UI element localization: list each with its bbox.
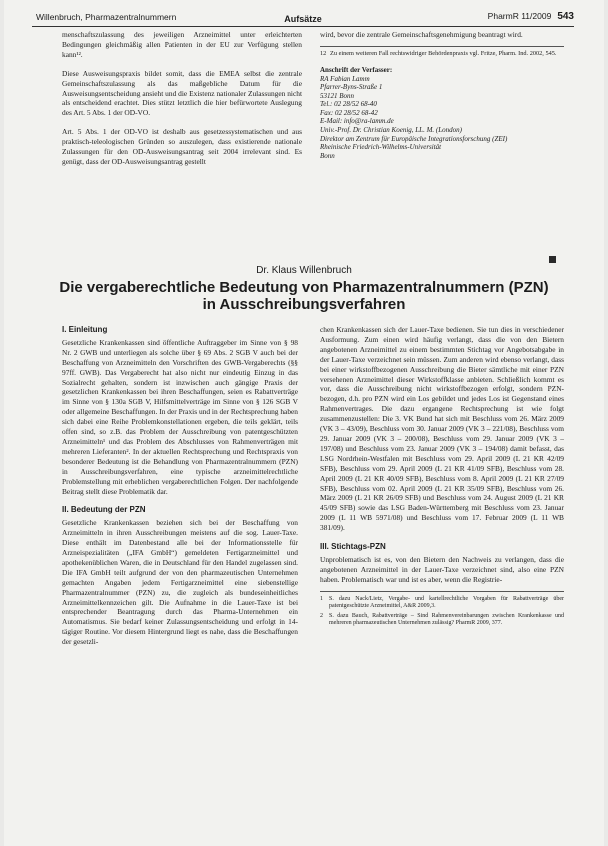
running-header (32, 8, 574, 26)
footnote (320, 596, 564, 611)
section-heading: II. Bedeutung der PZN (62, 505, 146, 515)
section-heading: I. Einleitung (62, 325, 108, 334)
section-label: Aufsätze (284, 14, 322, 24)
footnote (320, 613, 564, 628)
address-line: Pfarrer-Byns-Straße 1 (320, 83, 383, 92)
address-line: RA Fabian Lamm (320, 74, 370, 83)
paragraph: chen Krankenkassen sich der Lauer-Taxe bedienen. Sie tun dies in verschiedener Ausformung. Zum einen wird häufig verlangt, dass die von den Bietern angebotenen Arzneimittel zu einem bestimmten Stichtag vor Angebotsabgabe in der Lauer-Taxe verzeichnet sein müssen. Zum anderen wird ebenso verlangt, dass bei einer wirkstoffbezogenen Ausschreibung die Bieter sämtliche mit einer PZN versehenen Arzneimittel dieser Wirkstoffklasse anbieten. Schließlich kommt es vor, dass die Ausschreibung nicht wirkstoffbezogen erfolgt, sondern PZN-bezogen, d.h. pro PZN wird ein Los gebildet und jedes Los ist Gegenstand eines Rahmenvertrages. Die dazu ergangene Rechtsprechung ist wie folgt zusammenzustellen: Die 3. VK Bund hat sich mit Beschluss vom 26. März 2009 (VK 3 – 43/09), Beschluss vom 30. Januar 2009 (VK 3 – 221/08), Beschluss vom 29. Januar 2009 (VK 3 – 200/08), Beschluss vom 29. Januar 2009 (VK 3 – 197/08) und Beschluss vom 23. Januar 2009 (VK 3 – 194/08) damit befasst, das LSG Nordrhein-Westfalen mit Beschluss vom 29. April 2009 (L 21 KR 42/09 SFB), Beschluss vom 29. April 2009 (L 21 KR 41/09 SFB), Beschluss vom 28. April 2009 (L 21 KR 40/09 SFB), Beschluss vom 8. April 2009 (L 21 KR 27/09 SFB), Beschluss vom 02. April 2009 (L 21 KR 35/09 SFB), Beschluss vom 26. März 2009 (L 21 KR 26/09 SFB) und Beschluss vom 24. August 2009 (L 21 KR 45/09 SFB) sowie das LSG Baden-Württemberg mit Beschluss vom 23. Januar 2009 (L 11 WB 5971/08) und Beschluss vom 17. Februar 2009 (L 11 WB 381/09). (320, 325, 564, 533)
title-line: Die vergaberechtliche Bedeutung von Pharmazentralnummern (PZN) (59, 279, 549, 296)
address-line: Bonn (320, 151, 335, 160)
footnote-text: S. dazu Bauch, Rabattverträge – Sind Rahmenvereinbarungen zwischen Krankenkasse und mehreren pharmazeutischen Unternehmen zulässig? PharmR 2009, 377. (329, 612, 564, 627)
article-author: Dr. Klaus Willenbruch (256, 265, 352, 276)
footnote-number: 1 (320, 595, 323, 602)
page-number: 543 (557, 11, 574, 22)
paragraph: Gesetzliche Krankenkassen beziehen sich bei der Beschaffung von Arzneimitteln in ihren Ausschreibungen meistens auf die sog. Lauer-Taxe. Diese enthält im Datenbestand alle bei der Informationsstelle für Arzneispezialitäten („IFA GmbH“) gemeldeten Fertigarzneimittel und apothekenüblichen Waren, die in Deutschland für den Handel zugelassen sind. Die IFA GmbH teilt aufgrund der von den pharmazeutischen Unternehmen gemachten Angaben jedem Fertigarzneimittel eine siebenstellige Pharmazentralnummer (PZN) zu, die zugleich als bundeseinheitliches Arzneimittelkennzeichen gilt. Die Aufnahme in die Lauer-Taxe ist bei entsprechender Beantragung durch das Pharma-Unternehmen ein Automatismus. Sie bedarf keiner Zulassungsentscheidung und erfolgt in 14-tägiger Routine. Vor diesem Hintergrund liegt es nahe, dass die Beschaffungen der gesetzli- (62, 518, 298, 647)
footnotes (320, 591, 564, 628)
footnote-number: 12 (320, 49, 327, 57)
title-line: in Ausschreibungsverfahren (202, 296, 406, 313)
author-address (320, 66, 564, 161)
footnote-text: Zu einem weiteren Fall rechtswidriger Behördenpraxis vgl. Fritze, Pharm. Ind. 2002, 545. (330, 49, 557, 57)
address-line: E-Mail: info@ra-lamm.de (320, 117, 394, 126)
prev-article-right-column (320, 30, 564, 160)
address-line: Tel.: 02 28/52 68-40 (320, 100, 377, 109)
address-line: 53121 Bonn (320, 91, 355, 100)
paragraph: menschaftszulassung des jeweiligen Arzneimittel unter erleichterten Bedingungen gleichmäßig allen Patienten in der EU zur Verfügung stellen kann¹². (62, 30, 302, 59)
address-line: Fax: 02 28/52 68-42 (320, 108, 378, 117)
footnote-number: 2 (320, 612, 323, 619)
address-line: Rheinische Friedrich-Wilhelms-Universität (320, 143, 442, 152)
footnote (320, 46, 564, 58)
running-title: Willenbruch, Pharmazentralnummern (36, 12, 177, 22)
paragraph: Diese Ausweisungspraxis bildet somit, dass die EMEA selbst die zentrale Gemeinschaftszulassung als das maßgebliche Datum für die Ausweisungsentscheidung ansieht und die Existenz nationaler Zulassungen nicht als entscheidend erachtet. Dies stützt letztlich die hier befürwortete Auslegung des Art. 5 Abs. 1 der OD-VO. (62, 68, 302, 118)
end-of-article-mark (549, 256, 556, 263)
header-rule (32, 26, 574, 27)
article-title (44, 279, 564, 313)
paragraph: Gesetzliche Krankenkassen sind öffentliche Auftraggeber im Sinne von § 98 Nr. 2 GWB und unterliegen als solche über § 69 Abs. 2 SGB V auch bei der Beschaffung von Arzneimitteln den Vorschriften des GWB-Vergaberechts (§§ 97ff. GWB). Das Vergaberecht hat also nicht nur eindeutig Einzug in das Sozialrecht gehalten, sondern ist inzwischen auch gängige Praxis der gesetzlichen Krankenkassen bei ihren Beschaffungen, seien es Rabattverträge im Sinne von § 130a SGB V, Hilfsmittelverträge im Sinne von § 126 SGB V oder allgemeine Beschaffungen. In der Praxis und in der Rechtsprechung haben sich dabei eine Reihe Problemkonstellationen ergeben, die teils geklärt, teils offen sind, so z.B. das Problem der Ausschreibung von patentgeschützten Arzneimitteln¹ und das Problem des Abschlusses von Rahmenverträgen mit mehreren Lieferanten². In der aktuellen Rechtsprechung und Rechtspraxis von besonderer Bedeutung ist die Behandlung von Pharmazentralnummern (PZN) in Ausschreibungsverfahren, eine typische arzneimittelrechtliche Problemstellung mit erheblichen vergaberechtlichen Folgen. Der nachfolgende Beitrag stellt diese Problematik dar. (62, 337, 298, 496)
journal-page (4, 0, 604, 846)
paragraph: Art. 5 Abs. 1 der OD-VO ist deshalb aus gesetzessystematischen und aus praktisch-teleologischen Gründen so auszulegen, dass existierende nationale Zulassungen für den OD-Ausweisungsantrag seit 2004 irrelevant sind. Es genügt, dass der OD-Ausweisungsantrag gestellt (62, 127, 302, 166)
address-line: Univ.-Prof. Dr. Christian Koenig, LL. M. (London) (320, 126, 462, 135)
paragraph: Unproblematisch ist es, von den Bietern den Nachweis zu verlangen, dass die angebotenen Arzneimittel in der Lauer-Taxe verzeichnet sind, also eine PZN haben. Problematisch war und ist es aber, wenn die Registrie- (320, 554, 564, 584)
section-heading: III. Stichtags-PZN (320, 542, 386, 552)
prev-article-left-column (62, 30, 302, 167)
journal-issue: PharmR 11/2009 (487, 11, 552, 21)
journal-info (488, 11, 574, 22)
paragraph: wird, bevor die zentrale Gemeinschaftsgenehmigung beantragt wird. (320, 30, 523, 39)
address-line: Direktor am Zentrum für Europäische Integrationsforschung (ZEI) (320, 134, 508, 143)
article-left-column (62, 325, 298, 647)
address-title: Anschrift der Verfasser: (320, 65, 393, 74)
footnote-text: S. dazu Nack/Lietz, Vergabe- und kartellrechtliche Vorgaben für Rabattverträge über patentgeschützte Arzneimittel, A&R 2009,3. (329, 595, 564, 610)
article-right-column (320, 325, 564, 630)
